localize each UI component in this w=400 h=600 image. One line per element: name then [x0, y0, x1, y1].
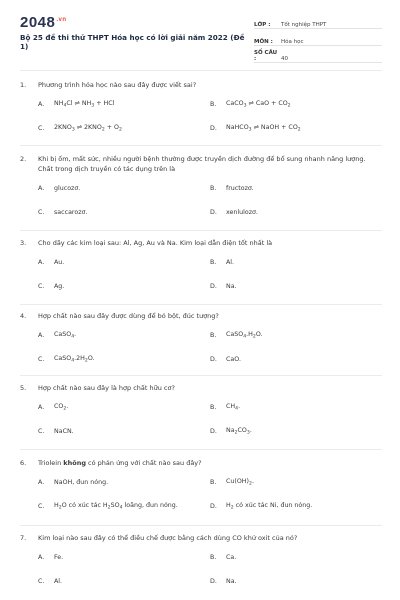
- option-list: [20, 329, 382, 365]
- exam-title: Bộ 25 đề thi thử THPT Hóa học có lời giải năm 2022 (Đề 1): [20, 33, 245, 51]
- page-header: [0, 0, 400, 66]
- meta-row-count: [254, 48, 382, 63]
- exam-meta: [254, 14, 382, 65]
- option-content: saccarozơ.: [54, 208, 88, 216]
- option-c[interactable]: [20, 124, 192, 133]
- option-b[interactable]: [192, 554, 364, 561]
- option-b[interactable]: [192, 403, 364, 412]
- option-content: Na.: [226, 577, 237, 585]
- meta-value: 40: [281, 56, 288, 62]
- option-letter: A.: [38, 184, 45, 192]
- question-text: Khi bị ốm, mất sức, nhiều người bệnh thường được truyền dịch đường để bổ sung nhanh năng lượng. Chất trong dịch truyền có tác dụng trên là: [38, 155, 366, 173]
- divider: [20, 145, 382, 146]
- question-2: [20, 154, 382, 230]
- option-content: CaSO$_4$.: [54, 330, 77, 340]
- option-content: $NH_4Cl$ ⇌ $NH_3$ + HCl: [54, 99, 115, 109]
- option-list: [20, 476, 382, 512]
- option-list: [20, 551, 382, 587]
- question-number: 3.: [20, 239, 27, 247]
- logo-suffix: .vn: [56, 17, 67, 23]
- option-a[interactable]: [20, 403, 192, 412]
- question-number: 2.: [20, 155, 27, 163]
- option-letter: D.: [210, 577, 217, 585]
- option-content: Ag.: [54, 282, 65, 290]
- option-d[interactable]: [192, 124, 364, 133]
- option-content: CaCO$_3$ ⇌ CaO + $CO_2$: [226, 99, 291, 109]
- option-letter: B.: [210, 403, 217, 411]
- option-letter: C.: [38, 355, 45, 363]
- site-logo[interactable]: [20, 14, 67, 31]
- option-letter: C.: [38, 427, 45, 435]
- meta-label: LỚP :: [254, 22, 271, 28]
- option-content: xenlulozơ.: [226, 208, 258, 216]
- divider: [20, 230, 382, 231]
- option-letter: B.: [210, 258, 217, 266]
- question-text: Hợp chất nào sau đây là hợp chất hữu cơ?: [38, 384, 175, 392]
- question-number: 5.: [20, 384, 27, 392]
- option-c[interactable]: [20, 355, 192, 364]
- option-content: $H_2O$ có xúc tác $H_2SO_4$ loãng, đun nóng.: [54, 501, 178, 511]
- question-3: [20, 238, 382, 304]
- option-content: Al.: [54, 577, 63, 585]
- question-7: [20, 533, 382, 599]
- option-content: $2KNO_3$ ⇌ $2KNO_2 + O_2$: [54, 123, 122, 133]
- option-a[interactable]: [20, 185, 192, 192]
- option-content: NaHCO$_3$ ⇌ NaOH + $CO_2$: [226, 123, 301, 133]
- question-4: [20, 311, 382, 377]
- option-d[interactable]: [192, 209, 364, 216]
- option-d[interactable]: [192, 502, 364, 511]
- question-text-start: Triolein: [38, 459, 64, 467]
- option-content: $Na_2CO_3$.: [226, 426, 252, 436]
- question-text: Hợp chất nào sau đây được dùng để bó bột, đúc tượng?: [38, 312, 219, 320]
- option-list: [20, 401, 382, 437]
- option-letter: C.: [38, 282, 45, 290]
- option-a[interactable]: [20, 479, 192, 486]
- option-b[interactable]: [192, 331, 364, 340]
- option-letter: D.: [210, 355, 217, 363]
- divider: [20, 70, 382, 71]
- option-letter: B.: [210, 331, 217, 339]
- option-c[interactable]: [20, 209, 192, 216]
- option-letter: D.: [210, 427, 217, 435]
- option-list: [20, 256, 382, 292]
- option-c[interactable]: [20, 428, 192, 435]
- question-text-end: có phản ứng với chất nào sau đây?: [85, 459, 202, 467]
- option-a[interactable]: [20, 554, 192, 561]
- option-letter: C.: [38, 577, 45, 585]
- option-letter: D.: [210, 502, 217, 510]
- option-letter: B.: [210, 553, 217, 561]
- question-text-emphasis: không: [63, 459, 86, 467]
- meta-row-subject: [254, 31, 382, 46]
- option-list: [20, 98, 382, 134]
- option-c[interactable]: [20, 502, 192, 511]
- meta-value: Hóa học: [281, 39, 304, 45]
- option-letter: A.: [38, 100, 45, 108]
- option-d[interactable]: [192, 283, 364, 290]
- logo-main: 2048: [20, 14, 56, 31]
- option-a[interactable]: [20, 259, 192, 266]
- option-content: glucozơ.: [54, 184, 81, 192]
- divider: [20, 525, 382, 526]
- option-d[interactable]: [192, 578, 364, 585]
- option-content: Fe.: [54, 553, 64, 561]
- option-content: $CaSO_4.H_2O$.: [226, 330, 263, 340]
- option-letter: D.: [210, 208, 217, 216]
- option-content: Al.: [226, 258, 235, 266]
- option-content: $CaSO_4.2H_2O$.: [54, 354, 95, 364]
- meta-row-class: [254, 14, 382, 29]
- option-letter: C.: [38, 208, 45, 216]
- option-content: Ca.: [226, 553, 237, 561]
- question-text: Kim loại nào sau đây có thể điều chế được bằng cách dùng CO khử oxit của nó?: [38, 534, 298, 542]
- option-c[interactable]: [20, 283, 192, 290]
- option-letter: A.: [38, 258, 45, 266]
- option-b[interactable]: [192, 478, 364, 487]
- question-number: 7.: [20, 534, 27, 542]
- option-b[interactable]: [192, 259, 364, 266]
- divider: [20, 304, 382, 305]
- option-letter: D.: [210, 124, 217, 132]
- option-a[interactable]: [20, 331, 192, 340]
- option-content: NaOH, đun nóng.: [54, 478, 109, 486]
- option-letter: A.: [38, 553, 45, 561]
- question-number: 4.: [20, 312, 27, 320]
- option-b[interactable]: [192, 185, 364, 192]
- option-content: $Cu(OH)_2$.: [226, 477, 254, 487]
- option-content: Au.: [54, 258, 65, 266]
- option-b[interactable]: [192, 100, 364, 109]
- option-content: fructozơ.: [226, 184, 254, 192]
- meta-value: Tốt nghiệp THPT: [281, 22, 327, 28]
- option-letter: B.: [210, 100, 217, 108]
- divider: [20, 449, 382, 450]
- meta-label: SỐ CÂU :: [254, 50, 278, 62]
- option-letter: C.: [38, 124, 45, 132]
- option-a[interactable]: [20, 100, 192, 109]
- option-content: Na.: [226, 282, 237, 290]
- question-text: Phương trình hóa học nào sau đây được viết sai?: [38, 81, 197, 89]
- divider: [20, 375, 382, 376]
- question-number: 6.: [20, 459, 27, 467]
- option-list: [20, 182, 382, 218]
- option-content: $H_2$ có xúc tác Ni, đun nóng.: [226, 501, 313, 511]
- option-letter: D.: [210, 282, 217, 290]
- option-d[interactable]: [192, 356, 364, 363]
- option-letter: A.: [38, 403, 45, 411]
- option-d[interactable]: [192, 427, 364, 436]
- question-text: Cho dãy các kim loại sau: Al, Ag, Au và Na. Kim loại dẫn điện tốt nhất là: [38, 239, 273, 247]
- option-letter: A.: [38, 478, 45, 486]
- question-5: [20, 383, 382, 449]
- meta-label: MÔN :: [254, 39, 273, 45]
- option-letter: A.: [38, 331, 45, 339]
- option-content: $CH_4$.: [226, 402, 241, 412]
- question-number: 1.: [20, 81, 27, 89]
- option-content: NaCN.: [54, 427, 74, 435]
- question-1: [20, 80, 382, 146]
- option-c[interactable]: [20, 578, 192, 585]
- option-letter: B.: [210, 478, 217, 486]
- option-letter: B.: [210, 184, 217, 192]
- question-text: [38, 458, 382, 468]
- option-content: CaO.: [226, 355, 241, 363]
- option-content: $CO_2$.: [54, 402, 69, 412]
- option-letter: C.: [38, 502, 45, 510]
- question-6: [20, 458, 382, 524]
